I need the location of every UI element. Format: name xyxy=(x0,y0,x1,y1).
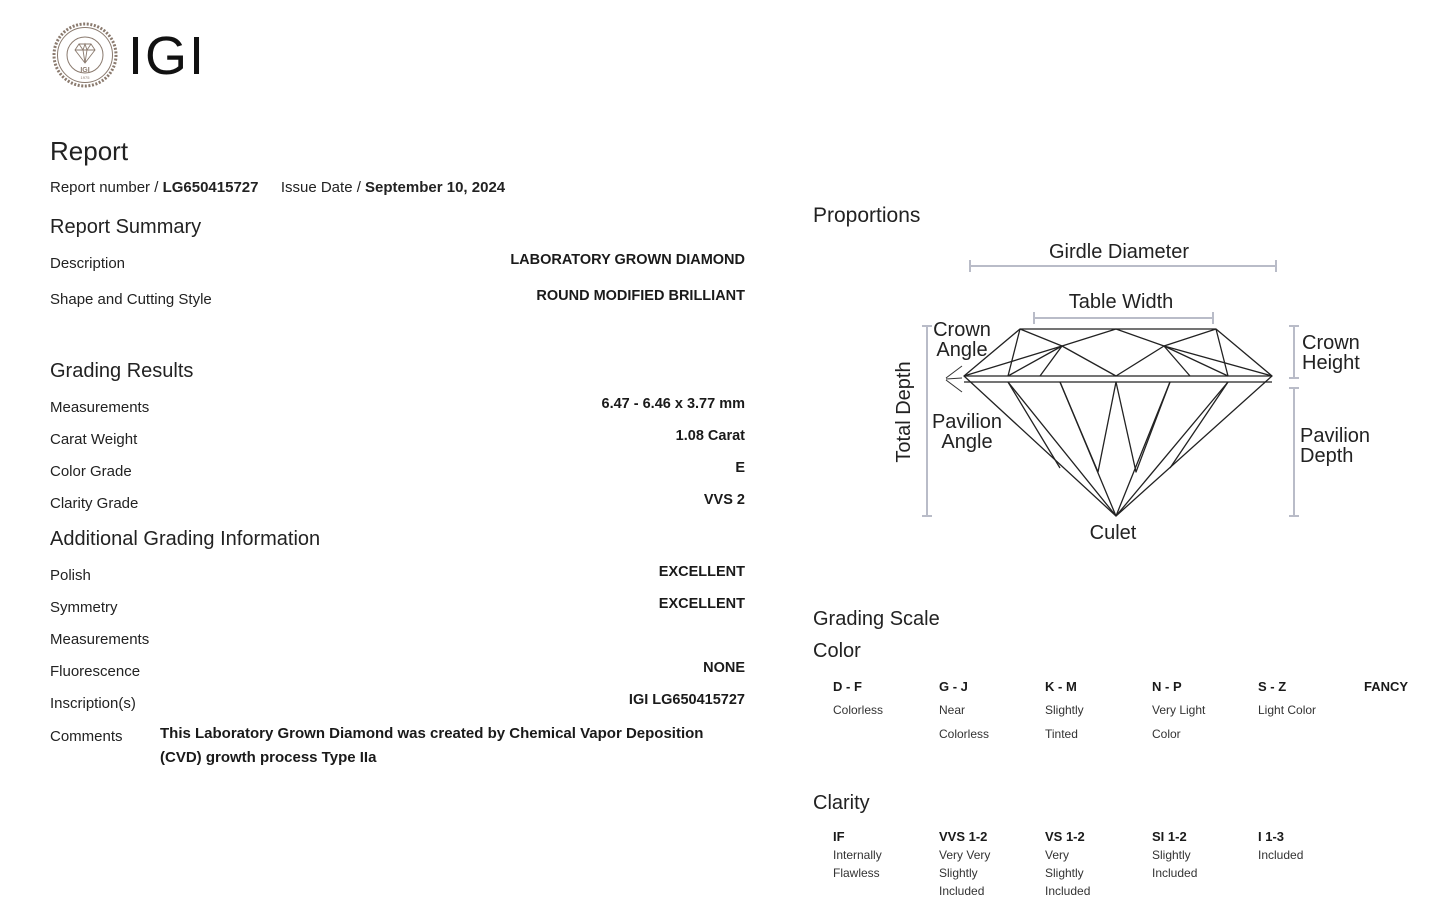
color-scale-item xyxy=(1258,679,1358,722)
label-girdle-diameter: Girdle Diameter xyxy=(1048,241,1190,263)
additional-row-symmetry xyxy=(50,596,745,620)
scale-grade: FANCY xyxy=(1364,679,1409,694)
label-table-width: Table Width xyxy=(1068,291,1174,313)
clarity-scale-item xyxy=(1258,829,1358,864)
section-heading-clarity-scale: Clarity xyxy=(813,792,870,814)
additional-row-polish xyxy=(50,564,745,588)
clarity-scale-item xyxy=(1152,829,1252,882)
scale-description: Slightly Included xyxy=(1152,848,1198,880)
label-pavilion-depth-1: Pavilion xyxy=(1300,425,1371,447)
section-heading-grading-scale: Grading Scale xyxy=(813,608,940,630)
scale-description: Near Colorless xyxy=(939,703,990,741)
scale-description: Very Slightly Included xyxy=(1045,848,1091,898)
scale-description: Colorless xyxy=(833,703,884,717)
field-label: Shape and Cutting Style xyxy=(50,291,212,308)
field-label: Inscription(s) xyxy=(50,695,136,712)
scale-grade: I 1-3 xyxy=(1258,829,1285,844)
scale-description: Slightly Tinted xyxy=(1045,703,1084,741)
field-label: Description xyxy=(50,255,126,272)
label-pavilion-angle-2: Angle xyxy=(941,431,993,453)
proportions-diagram xyxy=(880,232,1380,552)
section-heading-additional: Additional Grading Information xyxy=(50,528,321,550)
scale-grade: N - P xyxy=(1152,679,1182,694)
summary-row-shape xyxy=(50,288,745,312)
label-crown-angle-1: Crown xyxy=(933,319,991,341)
label-crown-angle-2: Angle xyxy=(936,339,988,361)
grading-row-clarity xyxy=(50,492,745,516)
color-scale-item xyxy=(1152,679,1252,746)
section-heading-grading: Grading Results xyxy=(50,360,194,382)
page-title: Report xyxy=(50,136,129,166)
label-culet: Culet xyxy=(1089,522,1137,544)
comments-text: This Laboratory Grown Diamond was created by Chemical Vapor Deposition (CVD) growth process Type IIa xyxy=(160,725,704,766)
field-label: Symmetry xyxy=(50,599,118,616)
clarity-scale-item xyxy=(1045,829,1145,900)
section-heading-proportions: Proportions xyxy=(813,204,921,227)
field-label: Fluorescence xyxy=(50,663,141,680)
grading-row-measurements xyxy=(50,396,745,420)
label-pavilion-depth-2: Depth xyxy=(1300,445,1354,467)
scale-grade: G - J xyxy=(939,679,968,694)
color-scale-item xyxy=(939,679,1039,746)
field-value: LABORATORY GROWN DIAMOND xyxy=(510,252,745,268)
diamond-icon xyxy=(964,329,1272,516)
svg-text:IGI: IGI xyxy=(80,67,90,74)
section-heading-color-scale: Color xyxy=(813,640,861,662)
scale-grade: IF xyxy=(833,829,845,844)
grading-row-color xyxy=(50,460,745,484)
report-meta-line xyxy=(50,179,505,196)
scale-description: Included xyxy=(1258,848,1304,862)
scale-grade: VS 1-2 xyxy=(1045,829,1085,844)
report-number: LG650415727 xyxy=(162,179,259,196)
scale-description: Light Color xyxy=(1258,703,1317,717)
color-scale-item xyxy=(1364,679,1434,694)
label-pavilion-angle-1: Pavilion xyxy=(931,411,1003,433)
clarity-scale-item xyxy=(833,829,933,882)
section-heading-summary: Report Summary xyxy=(50,216,202,238)
field-value: EXCELLENT xyxy=(658,564,745,580)
field-value: VVS 2 xyxy=(703,492,745,508)
field-value: E xyxy=(735,460,745,476)
field-label: Measurements xyxy=(50,631,150,648)
scale-description: Internally Flawless xyxy=(833,848,882,880)
report-number-label: Report number / xyxy=(50,179,159,196)
color-scale-item xyxy=(833,679,933,722)
additional-row-measurements xyxy=(50,628,745,652)
summary-row-description xyxy=(50,252,745,276)
scale-grade: VVS 1-2 xyxy=(939,829,988,844)
issue-date: September 10, 2024 xyxy=(365,179,506,196)
clarity-scale-item xyxy=(939,829,1039,900)
scale-description: Very Light Color xyxy=(1152,703,1206,741)
field-value: NONE xyxy=(703,660,745,676)
field-value: ROUND MODIFIED BRILLIANT xyxy=(536,288,745,304)
field-value: IGI LG650415727 xyxy=(628,692,745,708)
additional-row-fluorescence xyxy=(50,660,745,684)
field-value: EXCELLENT xyxy=(658,596,745,612)
label-crown-height-2: Height xyxy=(1302,352,1360,374)
scale-grade: SI 1-2 xyxy=(1152,829,1187,844)
field-label: Polish xyxy=(50,567,91,584)
scale-grade: S - Z xyxy=(1258,679,1287,694)
field-label: Color Grade xyxy=(50,463,132,480)
field-label: Carat Weight xyxy=(50,431,138,448)
issue-date-label: Issue Date / xyxy=(280,179,361,196)
grading-row-carat xyxy=(50,428,745,452)
brand-wordmark: IGI xyxy=(128,26,207,86)
field-label: Clarity Grade xyxy=(50,495,139,512)
field-value: 1.08 Carat xyxy=(675,428,745,444)
color-scale-item xyxy=(1045,679,1145,746)
additional-row-inscription xyxy=(50,692,745,716)
scale-description: Very Very Slightly Included xyxy=(939,848,991,898)
comments-label: Comments xyxy=(50,728,123,745)
label-total-depth: Total Depth xyxy=(893,361,915,463)
scale-grade: K - M xyxy=(1045,679,1077,694)
field-value: 6.47 - 6.46 x 3.77 mm xyxy=(601,396,745,412)
igi-seal-logo xyxy=(52,22,118,88)
field-label: Measurements xyxy=(50,399,150,416)
scale-grade: D - F xyxy=(833,679,862,694)
label-crown-height-1: Crown xyxy=(1302,332,1360,354)
svg-text:1975: 1975 xyxy=(80,75,90,80)
